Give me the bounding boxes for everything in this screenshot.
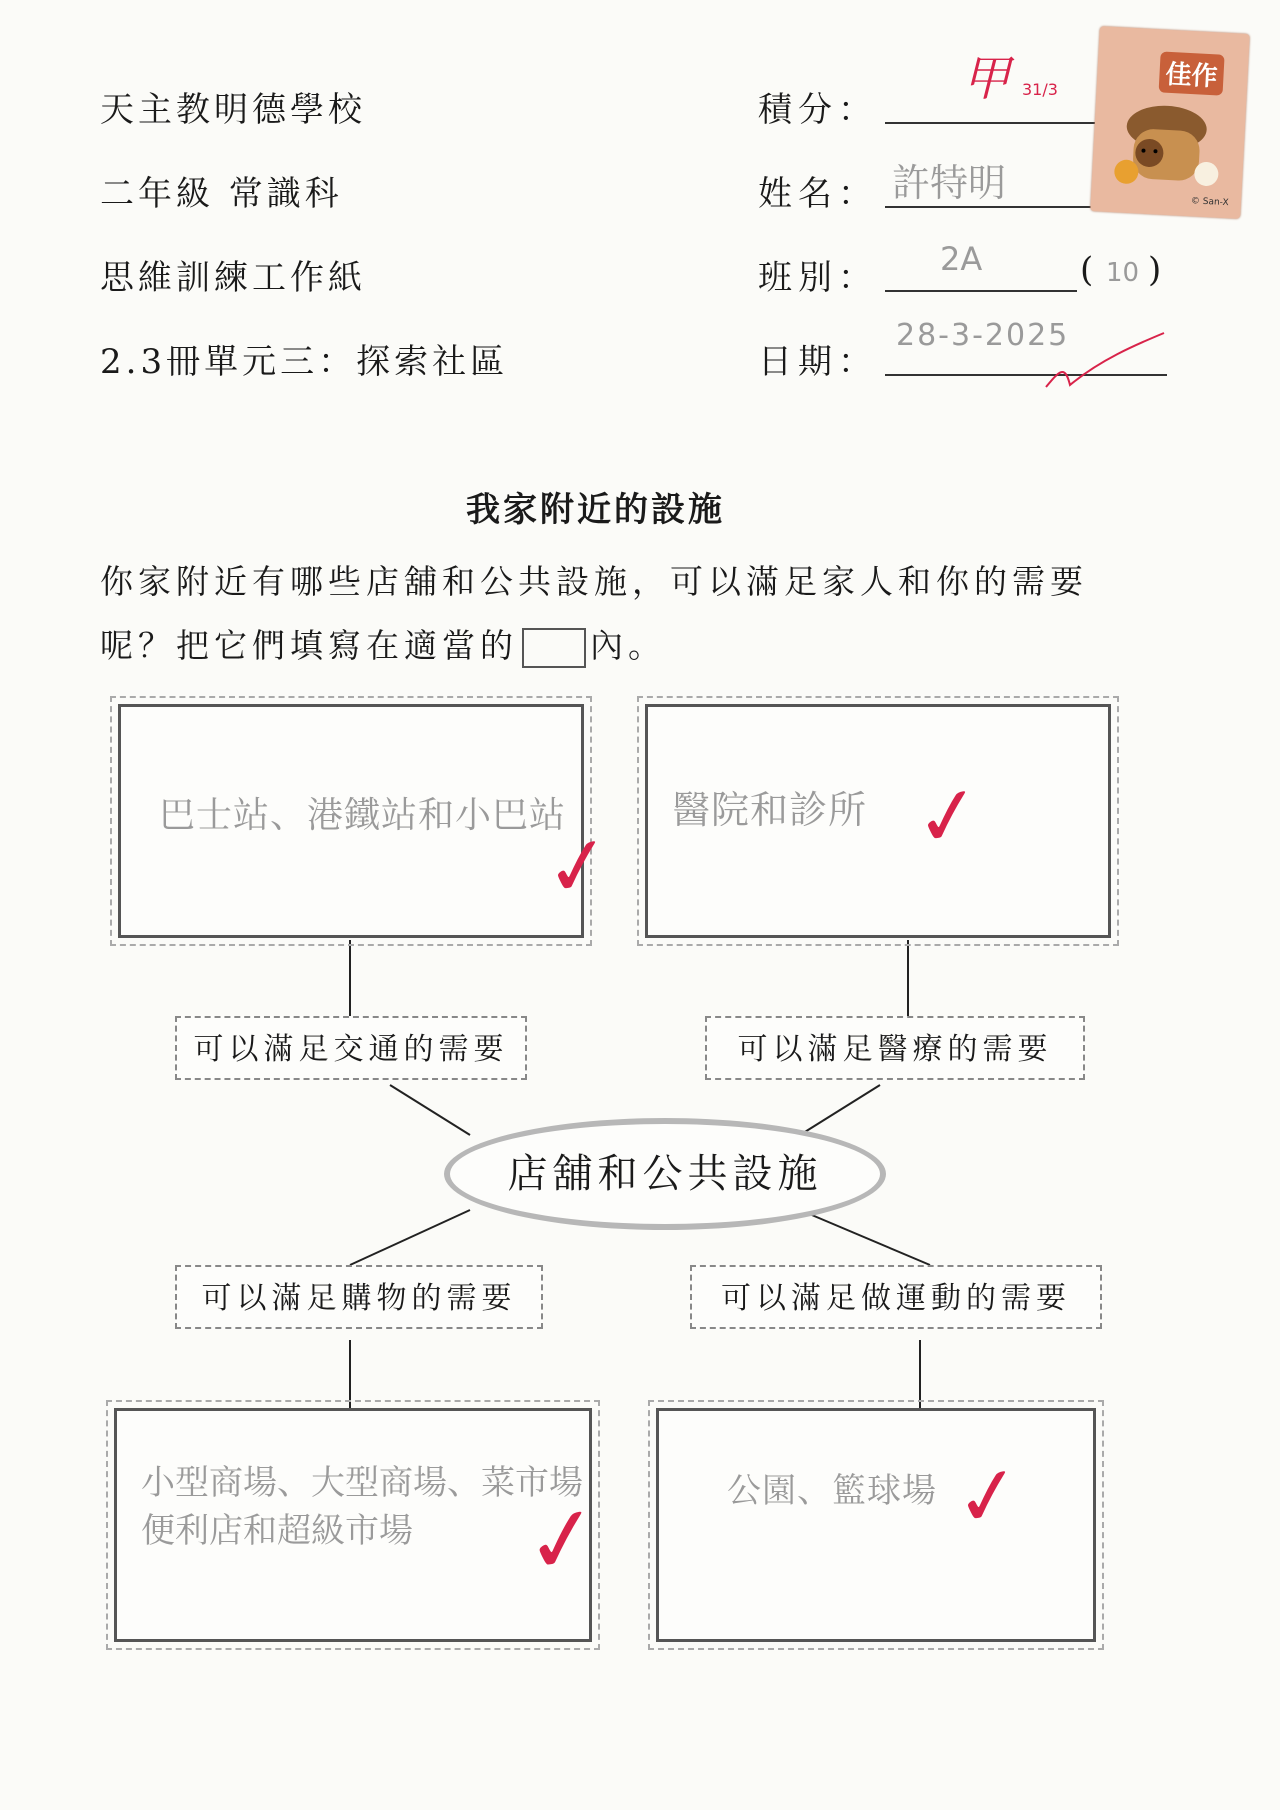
need-transport: 可以滿足交通的需要 — [175, 1016, 527, 1080]
class-number-close: ) — [1148, 250, 1166, 290]
class-label: 班別： — [758, 258, 878, 298]
class-value: 2A — [940, 240, 983, 278]
answer-box-transport[interactable] — [118, 704, 584, 938]
unit-name: 2.3冊單元三：探索社區 — [100, 342, 509, 382]
answer-sports: 公園、籃球場 — [727, 1471, 937, 1511]
name-label: 姓名： — [758, 174, 878, 214]
need-shopping: 可以滿足購物的需要 — [175, 1265, 543, 1329]
check-mark-sports: ✓ — [948, 1445, 1029, 1548]
check-mark-medical: ✓ — [908, 765, 989, 868]
need-sports: 可以滿足做運動的需要 — [690, 1265, 1102, 1329]
score-label: 積分： — [758, 90, 878, 130]
answer-box-sports[interactable] — [656, 1408, 1096, 1642]
date-value: 28-3-2025 — [896, 318, 1070, 353]
page-title: 我家附近的設施 — [466, 490, 725, 530]
instruction-text-before: 呢？把它們填寫在適當的 — [100, 626, 518, 665]
class-number-open: ( — [1080, 250, 1098, 290]
grade-subject: 二年級 常識科 — [100, 174, 343, 214]
instruction-text-after: 內。 — [590, 626, 666, 665]
instruction-line-1: 你家附近有哪些店舖和公共設施，可以滿足家人和你的需要 — [100, 562, 1088, 601]
answer-transport: 巴士站、港鐵站和小巴站 — [159, 795, 567, 836]
answer-box-medical[interactable] — [645, 704, 1111, 938]
answer-shopping: 小型商場、大型商場、菜市場 便利店和超級市場 — [141, 1463, 583, 1551]
class-number-value: 10 — [1106, 258, 1140, 288]
name-value: 許特明 — [892, 161, 1007, 205]
answer-box-shopping[interactable] — [114, 1408, 592, 1642]
need-medical: 可以滿足醫療的需要 — [705, 1016, 1085, 1080]
answer-medical: 醫院和診所 — [672, 788, 868, 832]
check-mark-transport: ✓ — [538, 815, 619, 918]
sticker-copyright: © San-X — [1190, 196, 1229, 209]
score-fraction: 31/3 — [1022, 80, 1058, 99]
worksheet-name: 思維訓練工作紙 — [100, 258, 366, 298]
check-mark-shopping: ✓ — [518, 1483, 608, 1598]
date-label: 日期： — [758, 342, 878, 382]
school-name: 天主教明德學校 — [100, 90, 366, 130]
center-topic: 店舖和公共設施 — [444, 1118, 886, 1230]
score-value: 甲 — [962, 51, 1011, 107]
sticker-label: 佳作 — [1159, 51, 1225, 95]
